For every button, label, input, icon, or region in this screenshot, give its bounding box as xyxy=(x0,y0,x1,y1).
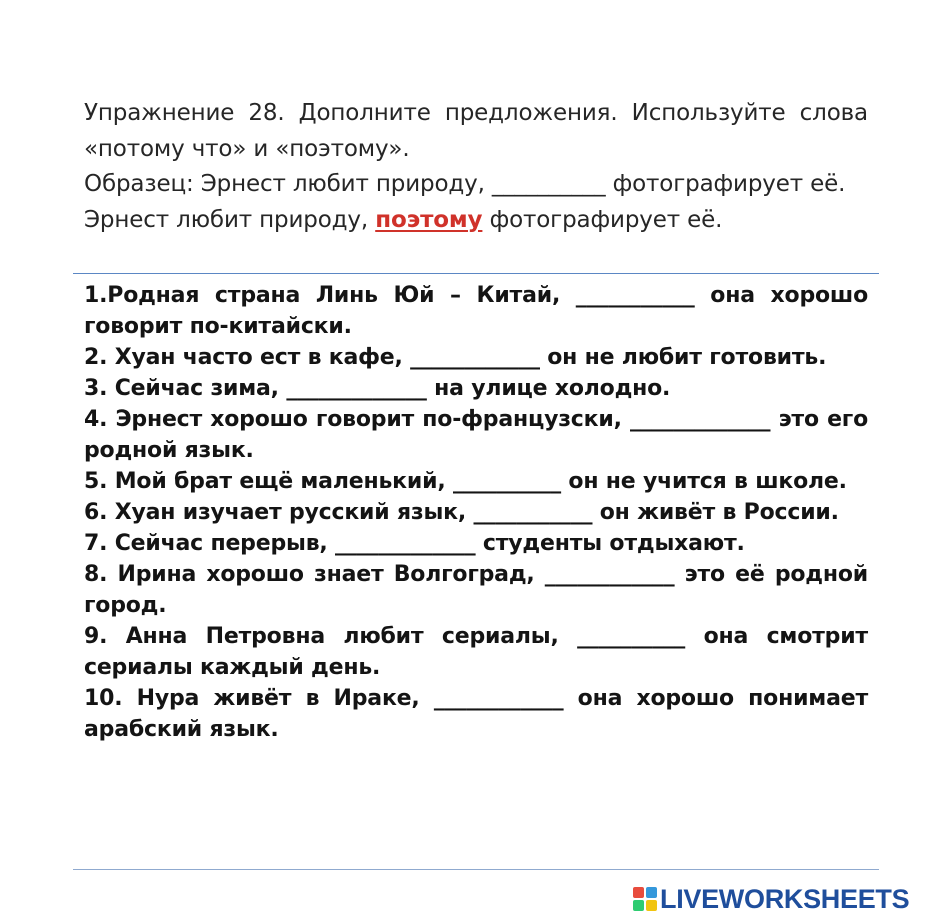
exercise-instructions xyxy=(84,96,868,238)
item-text-after: она хорошо говорит по-китайски. xyxy=(84,283,868,339)
example-sentence: Образец: Эрнест любит природу, __________ фотографирует её. xyxy=(84,171,846,197)
example-answer-word: поэтому xyxy=(375,206,483,233)
item-text-before: 5. Мой брат ещё маленький, xyxy=(84,469,453,494)
item-text-before: 8. Ирина хорошо знает Волгоград, xyxy=(84,562,545,587)
bottom-divider xyxy=(73,869,879,870)
item-text-after: он не учится в школе. xyxy=(560,469,847,494)
logo-square-green xyxy=(633,900,644,911)
item-text-before: 3. Сейчас зима, xyxy=(84,376,287,401)
exercise-item-6 xyxy=(84,497,868,528)
exercise-item-10 xyxy=(84,683,868,745)
exercise-item-4 xyxy=(84,404,868,466)
item-text-after: она смотрит сериалы каждый день. xyxy=(84,624,868,680)
answer-blank-5[interactable]: __________ xyxy=(452,469,561,494)
answer-blank-10[interactable]: ____________ xyxy=(433,686,564,711)
example-answer-before: Эрнест любит природу, xyxy=(84,206,376,233)
answer-blank-9[interactable]: __________ xyxy=(577,624,686,649)
item-text-before: 9. Анна Петровна любит сериалы, xyxy=(84,624,578,649)
item-text-after: это его родной язык. xyxy=(84,407,869,463)
item-text-after: это её родной город. xyxy=(84,562,868,618)
logo-square-yellow xyxy=(646,900,657,911)
item-text-after: он живёт в России. xyxy=(592,500,839,525)
exercise-title: Упражнение 28. Дополните предложения. Используйте слова «потому что» и «поэтому». xyxy=(84,100,868,162)
item-text-after: студенты отдыхают. xyxy=(475,531,745,556)
item-text-after: она хорошо понимает арабский язык. xyxy=(84,686,869,742)
exercise-item-9 xyxy=(84,621,868,683)
example-answer-after: фотографирует её. xyxy=(482,206,723,233)
exercise-item-5 xyxy=(84,466,868,497)
answer-blank-4[interactable]: _____________ xyxy=(629,407,771,432)
logo-square-red xyxy=(633,887,644,898)
item-text-before: 1.Родная страна Линь Юй – Китай, xyxy=(84,283,576,308)
liveworksheets-logo-text: LIVEWORKSHEETS xyxy=(660,883,910,914)
liveworksheets-logo-icon xyxy=(633,887,657,911)
liveworksheets-logo xyxy=(633,884,909,914)
item-text-before: 4. Эрнест хорошо говорит по-французски, xyxy=(84,407,630,432)
answer-blank-2[interactable]: ____________ xyxy=(410,345,540,370)
item-text-after: на улице холодно. xyxy=(426,376,671,401)
exercise-item-8 xyxy=(84,559,868,621)
exercise-item-7 xyxy=(84,528,868,559)
top-divider xyxy=(73,273,879,274)
item-text-after: он не любит готовить. xyxy=(539,345,827,370)
answer-blank-3[interactable]: _____________ xyxy=(286,376,427,401)
answer-blank-1[interactable]: ___________ xyxy=(575,283,695,308)
exercise-items xyxy=(84,280,868,745)
answer-blank-7[interactable]: _____________ xyxy=(335,531,476,556)
answer-blank-8[interactable]: ____________ xyxy=(544,562,675,587)
item-text-before: 2. Хуан часто ест в кафе, xyxy=(84,345,411,370)
item-text-before: 6. Хуан изучает русский язык, xyxy=(84,500,474,525)
answer-blank-6[interactable]: ___________ xyxy=(473,500,593,525)
exercise-item-1 xyxy=(84,280,868,342)
logo-square-blue xyxy=(646,887,657,898)
item-text-before: 10. Нура живёт в Ираке, xyxy=(84,686,434,711)
example-answer xyxy=(84,203,868,239)
exercise-item-3 xyxy=(84,373,868,404)
exercise-item-2 xyxy=(84,342,868,373)
item-text-before: 7. Сейчас перерыв, xyxy=(84,531,336,556)
